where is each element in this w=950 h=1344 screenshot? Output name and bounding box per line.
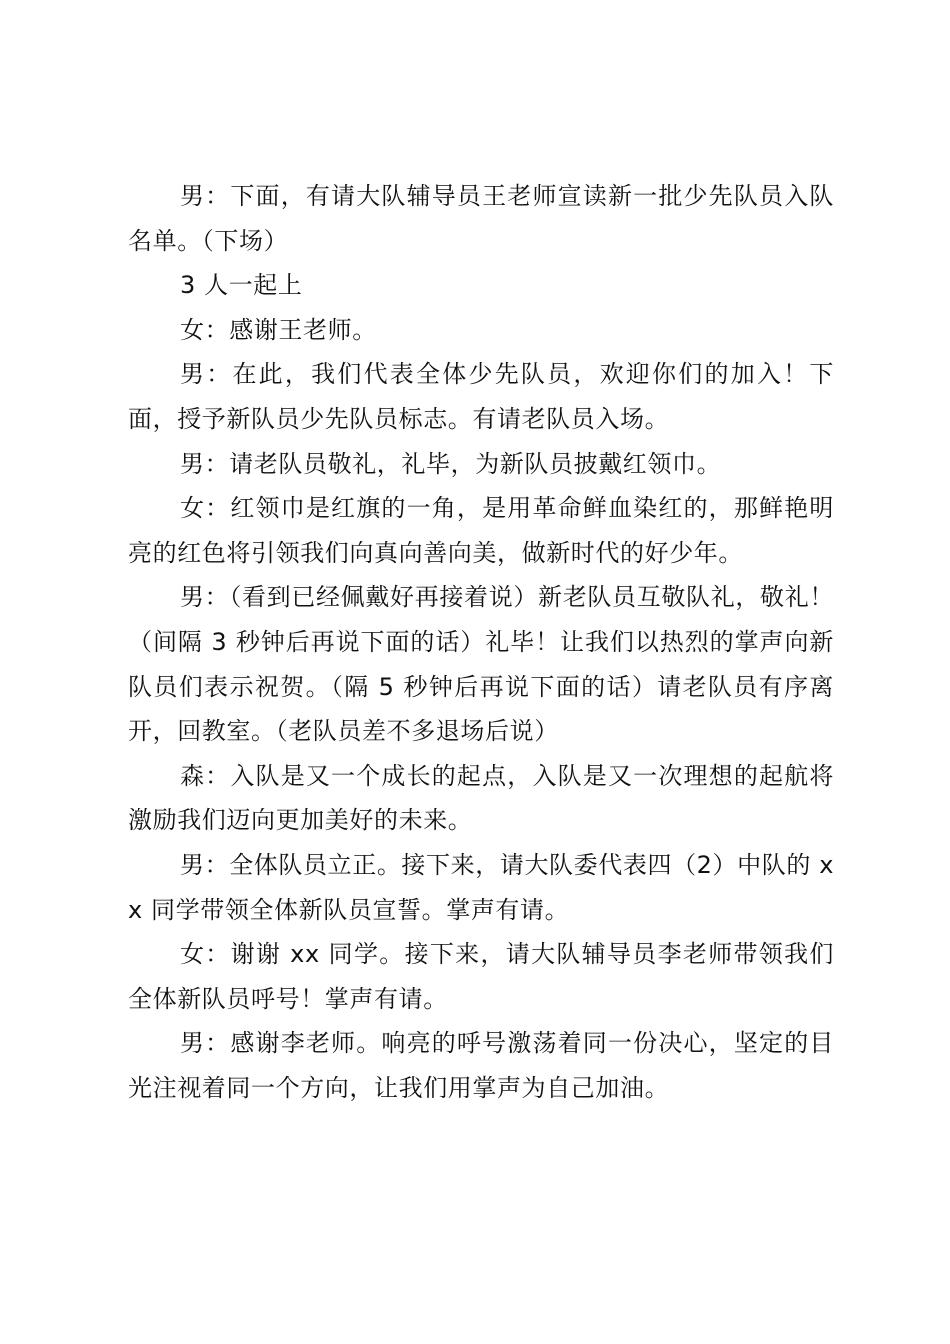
paragraph-11: 男：感谢李老师。响亮的呼号激荡着同一份决心，坚定的目光注视着同一个方向，让我们用掌声为自己加油。 [128, 1029, 834, 1102]
paragraph-4: 男：在此，我们代表全体少先队员，欢迎你们的加入！下面，授予新队员少先队员标志。有请老队员入场。 [128, 360, 834, 433]
paragraph-7: 男：（看到已经佩戴好再接着说）新老队员互敬队礼，敬礼！（间隔 3 秒钟后再说下面的话）礼毕！让我们以热烈的掌声向新队员们表示祝贺。（隔 5 秒钟后再说下面的话）请老队员有序离开，回教室。（老队员差不多退场后说） [128, 583, 834, 746]
paragraph-8: 森：入队是又一个成长的起点，入队是又一次理想的起航将激励我们迈向更加美好的未来。 [128, 761, 834, 835]
paragraph-2: 3 人一起上 [180, 271, 303, 300]
paragraph-1: 男：下面，有请大队辅导员王老师宣读新一批少先队员入队名单。（下场） [128, 182, 834, 255]
paragraph-6: 女：红领巾是红旗的一角，是用革命鲜血染红的，那鲜艳明亮的红色将引领我们向真向善向美，做新时代的好少年。 [128, 494, 834, 567]
paragraph-9: 男：全体队员立正。接下来，请大队委代表四（2）中队的 xx 同学带领全体新队员宣誓。掌声有请。 [128, 850, 834, 924]
paragraph-3: 女：感谢王老师。 [180, 315, 377, 344]
document-body [128, 174, 834, 1110]
paragraph-5: 男：请老队员敬礼，礼毕，为新队员披戴红领巾。 [180, 449, 722, 478]
paragraph-10: 女：谢谢 xx 同学。接下来，请大队辅导员李老师带领我们全体新队员呼号！掌声有请。 [128, 940, 834, 1013]
